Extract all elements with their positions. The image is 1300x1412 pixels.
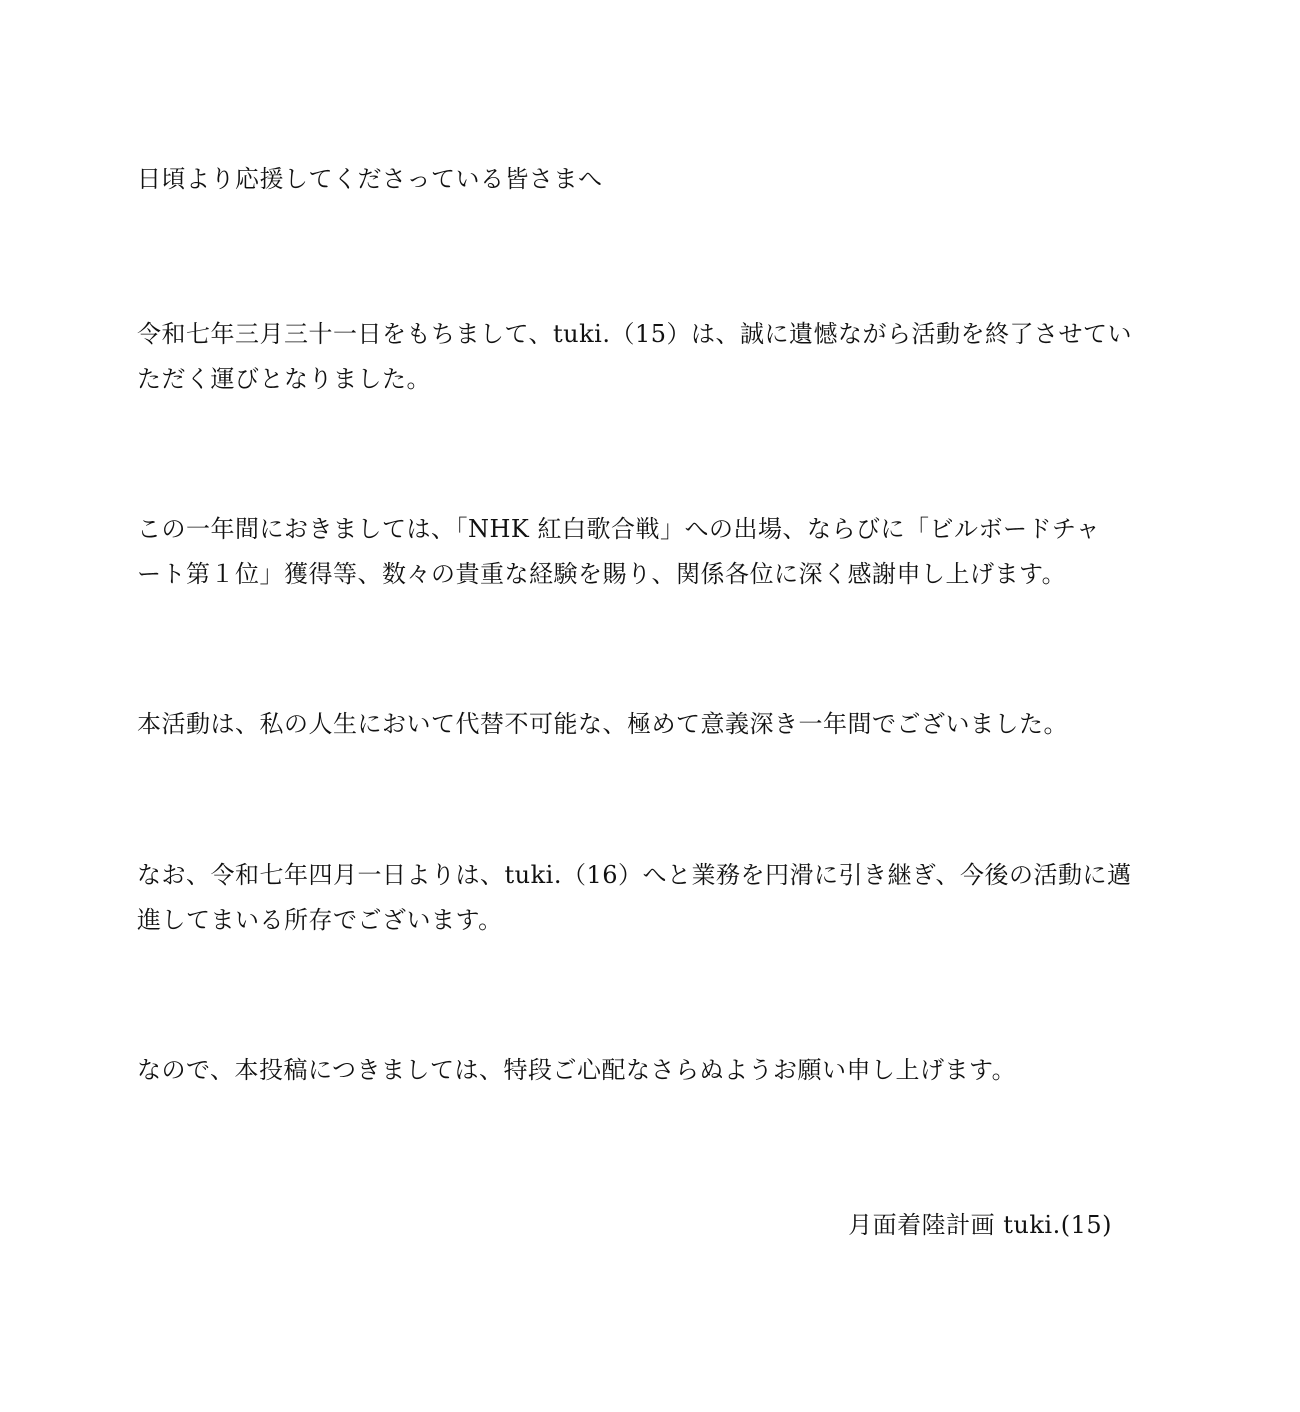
paragraph-thanks: [137, 507, 1147, 597]
letter-greeting: [137, 157, 1147, 202]
paragraph-line: 令和七年三月三十一日をもちまして、tuki.（15）は、誠に遺憾ながら活動を終了させてい: [137, 320, 1133, 348]
paragraph-line: 進してまいる所存でございます。: [137, 906, 503, 934]
paragraph-line: ート第１位」獲得等、数々の貴重な経験を賜り、関係各位に深く感謝申し上げます。: [137, 560, 1067, 588]
paragraph-line: 本活動は、私の人生において代替不可能な、極めて意義深き一年間でございました。: [137, 710, 1068, 738]
paragraph-reflection: [137, 702, 1147, 747]
paragraph-line: この一年間におきましては、「NHK 紅白歌合戦」への出場、ならびに「ビルボードチャ: [137, 515, 1101, 543]
paragraph-line: なお、令和七年四月一日よりは、tuki.（16）へと業務を円滑に引き継ぎ、今後の活動に邁: [137, 861, 1132, 889]
paragraph-line: ただく運びとなりました。: [137, 365, 431, 393]
paragraph-closing: [137, 1048, 1147, 1093]
paragraph-handover: [137, 853, 1147, 943]
greeting-line: 日頃より応援してくださっている皆さまへ: [137, 165, 603, 193]
letter-signature: 月面着陸計画 tuki.(15): [848, 1211, 1112, 1239]
paragraph-announcement: [137, 312, 1147, 402]
paragraph-line: なので、本投稿につきましては、特段ご心配なさらぬようお願い申し上げます。: [137, 1056, 1017, 1084]
